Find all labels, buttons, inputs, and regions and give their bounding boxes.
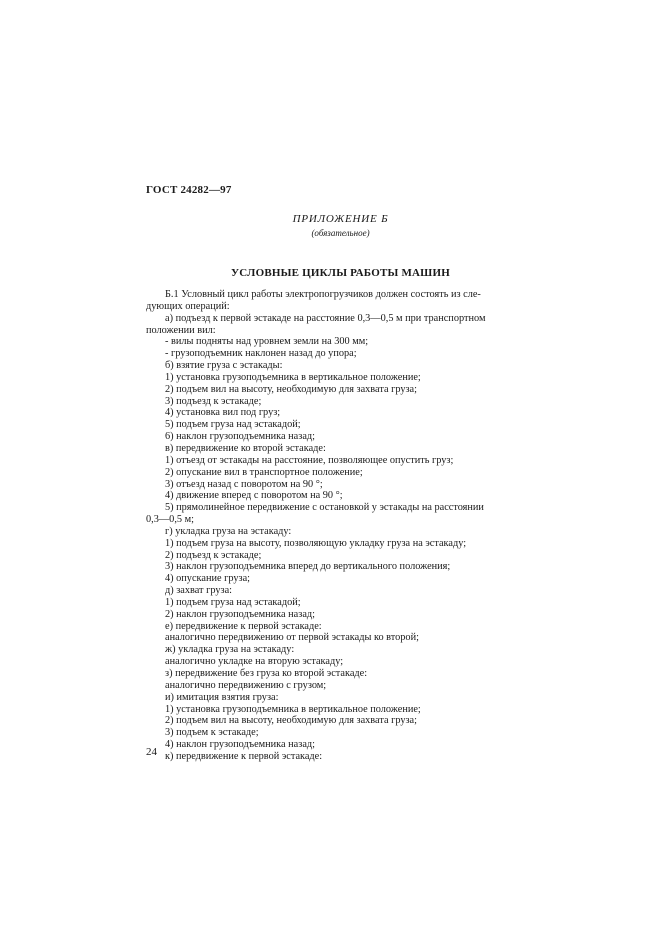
- document-code: ГОСТ 24282—97: [146, 184, 232, 196]
- text-line: ж) укладка груза на эстакаду:: [165, 644, 295, 656]
- text-line: в) передвижение ко второй эстакаде:: [165, 442, 326, 454]
- text-line: 2) подъем вил на высоту, необходимую для захвата груза;: [165, 715, 417, 727]
- body-text: [146, 289, 526, 763]
- text-line: 4) наклон грузоподъемника назад;: [165, 739, 315, 751]
- appendix-subtitle: (обязательное): [311, 228, 370, 238]
- text-line: 0,3—0,5 м;: [146, 514, 194, 526]
- text-line: 3) подъезд к эстакаде;: [165, 395, 262, 407]
- appendix-title: ПРИЛОЖЕНИЕ Б: [292, 213, 389, 225]
- text-line: 1) отъезд от эстакады на расстояние, позволяющее опустить груз;: [165, 454, 454, 466]
- text-line: 5) прямолинейное передвижение с остановкой у эстакады на расстоянии: [165, 502, 484, 514]
- text-line: - грузоподъемник наклонен назад до упора;: [165, 348, 357, 360]
- text-line: 2) подъезд к эстакаде;: [165, 549, 262, 561]
- text-line: 4) установка вил под груз;: [165, 407, 281, 419]
- text-line: к) передвижение к первой эстакаде:: [165, 750, 323, 762]
- text-line: 1) установка грузоподъемника в вертикальное положение;: [165, 371, 421, 383]
- text-line: б) взятие груза с эстакады:: [165, 360, 283, 372]
- text-line: и) имитация взятия груза:: [165, 691, 279, 703]
- text-line: аналогично укладке на вторую эстакаду;: [165, 656, 344, 668]
- text-line: д) захват груза:: [165, 585, 233, 597]
- page-number: 24: [146, 746, 157, 758]
- text-line: з) передвижение без груза ко второй эстакаде:: [165, 668, 368, 679]
- text-line: г) укладка груза на эстакаду:: [165, 525, 292, 537]
- text-line: Б.1 Условный цикл работы электропогрузчиков должен состоять из сле-: [165, 289, 481, 300]
- text-line: 6) наклон грузоподъемника назад;: [165, 431, 315, 443]
- text-line: 1) подъем груза на высоту, позволяющую укладку груза на эстакаду;: [165, 537, 467, 549]
- text-line: 5) подъем груза над эстакадой;: [165, 419, 301, 431]
- text-line: 2) подъем вил на высоту, необходимую для захвата груза;: [165, 383, 417, 395]
- text-line: 3) отъезд назад с поворотом на 90 °;: [165, 478, 323, 490]
- text-line: 1) установка грузоподъемника в вертикальное положение;: [165, 703, 421, 715]
- section-heading: УСЛОВНЫЕ ЦИКЛЫ РАБОТЫ МАШИН: [231, 267, 450, 279]
- text-line: 2) наклон грузоподъемника назад;: [165, 608, 315, 620]
- text-line: дующих операций:: [146, 300, 230, 312]
- text-line: 2) опускание вил в транспортное положение;: [165, 466, 363, 478]
- text-line: 3) подъем к эстакаде;: [165, 727, 259, 739]
- text-line: аналогично передвижению от первой эстакады ко второй;: [165, 632, 419, 644]
- text-line: аналогично передвижению с грузом;: [165, 679, 327, 691]
- text-line: а) подъезд к первой эстакаде на расстояние 0,3—0,5 м при транспортном: [165, 312, 486, 324]
- text-line: 4) опускание груза;: [165, 573, 250, 585]
- text-line: е) передвижение к первой эстакаде:: [165, 620, 322, 632]
- text-line: - вилы подняты над уровнем земли на 300 мм;: [165, 336, 369, 348]
- text-line: 3) наклон грузоподъемника вперед до вертикального положения;: [165, 561, 451, 573]
- text-line: положении вил:: [146, 324, 216, 336]
- text-line: 1) подъем груза над эстакадой;: [165, 596, 301, 608]
- text-line: 4) движение вперед с поворотом на 90 °;: [165, 490, 343, 502]
